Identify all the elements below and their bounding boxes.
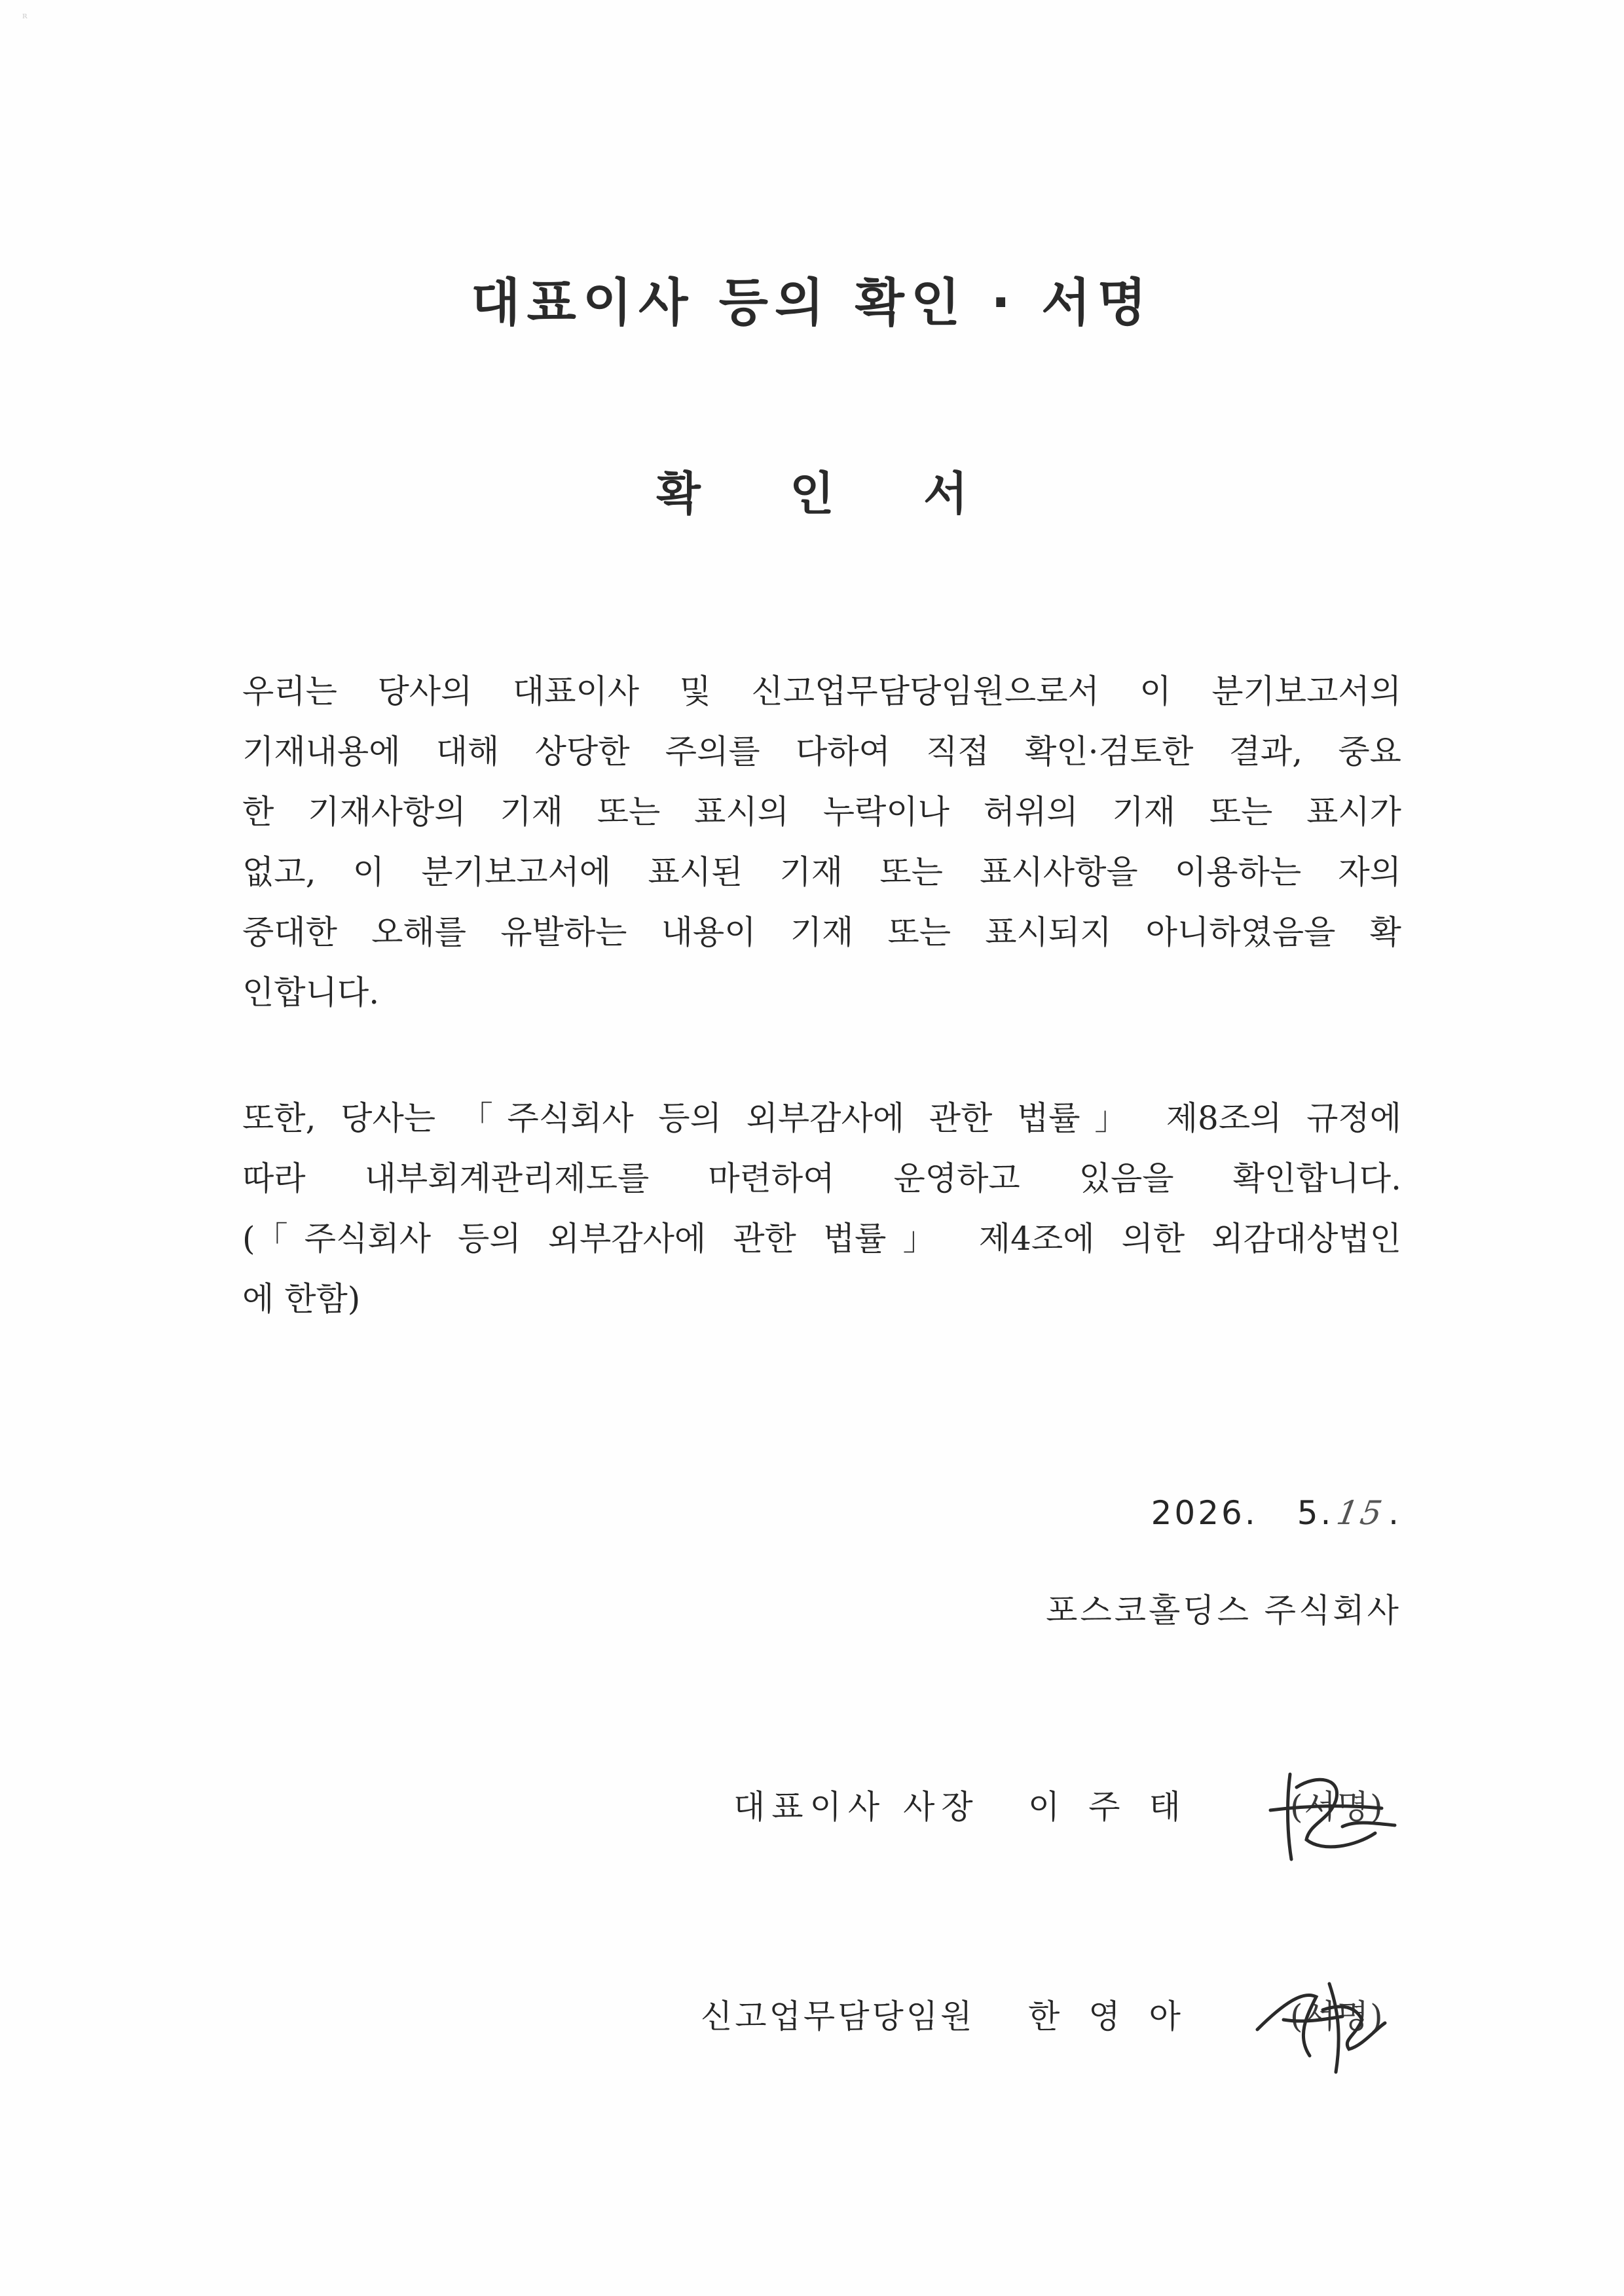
date-end: . — [1388, 1494, 1401, 1532]
sign-label: (서명) — [1290, 1788, 1384, 1826]
paragraph-line: 또한, 당사는 「주식회사 등의 외부감사에 관한 법률」 제8조의 규정에 — [242, 1099, 1401, 1137]
paragraph-line: 따라 내부회계관리제도를 마련하여 운영하고 있음을 확인합니다. — [242, 1159, 1401, 1197]
date-month: 5. — [1297, 1494, 1334, 1532]
signer-title: 신고업무담당임원 — [701, 1997, 975, 2035]
confirmation-paragraph — [242, 661, 1401, 1023]
date-year: 2026. — [1151, 1494, 1258, 1532]
handwritten-signature — [1244, 1958, 1441, 2088]
scan-artifact: ᴿ — [22, 12, 28, 24]
paragraph-line: 에 한함) — [242, 1280, 361, 1318]
paragraph-line: 기재내용에 대해 상당한 주의를 다하여 직접 확인·검토한 결과, 중요 — [242, 733, 1401, 771]
signer-name: 한영아 — [1028, 1997, 1209, 2035]
signer-ceo — [0, 1755, 1624, 1846]
handwritten-signature — [1244, 1748, 1441, 1879]
signer-name: 이주태 — [1028, 1788, 1209, 1826]
document-title: 대표이사 등의 확인 · 서명 — [471, 274, 1153, 333]
signer-reporting-officer — [0, 1964, 1624, 2056]
company-name: 포스코홀딩스 주식회사 — [1046, 1592, 1401, 1630]
paragraph-line: 우리는 당사의 대표이사 및 신고업무담당임원으로서 이 분기보고서의 — [242, 672, 1401, 710]
internal-control-paragraph — [242, 1088, 1401, 1329]
sign-label: (서명) — [1290, 1997, 1384, 2035]
signer-title: 대표이사 사장 — [733, 1788, 980, 1826]
date-day-handwritten: 15 — [1334, 1494, 1388, 1532]
document-subtitle: 확 인 서 — [656, 467, 1005, 520]
document-date — [1151, 1494, 1401, 1532]
paragraph-line: 한 기재사항의 기재 또는 표시의 누락이나 허위의 기재 또는 표시가 — [242, 793, 1401, 831]
paragraph-line: 중대한 오해를 유발하는 내용이 기재 또는 표시되지 아니하였음을 확 — [242, 913, 1401, 951]
paragraph-line: 인합니다. — [242, 974, 380, 1011]
paragraph-line: 없고, 이 분기보고서에 표시된 기재 또는 표시사항을 이용하는 자의 — [242, 853, 1401, 891]
paragraph-line: (「주식회사 등의 외부감사에 관한 법률」 제4조에 의한 외감대상법인 — [242, 1220, 1401, 1258]
